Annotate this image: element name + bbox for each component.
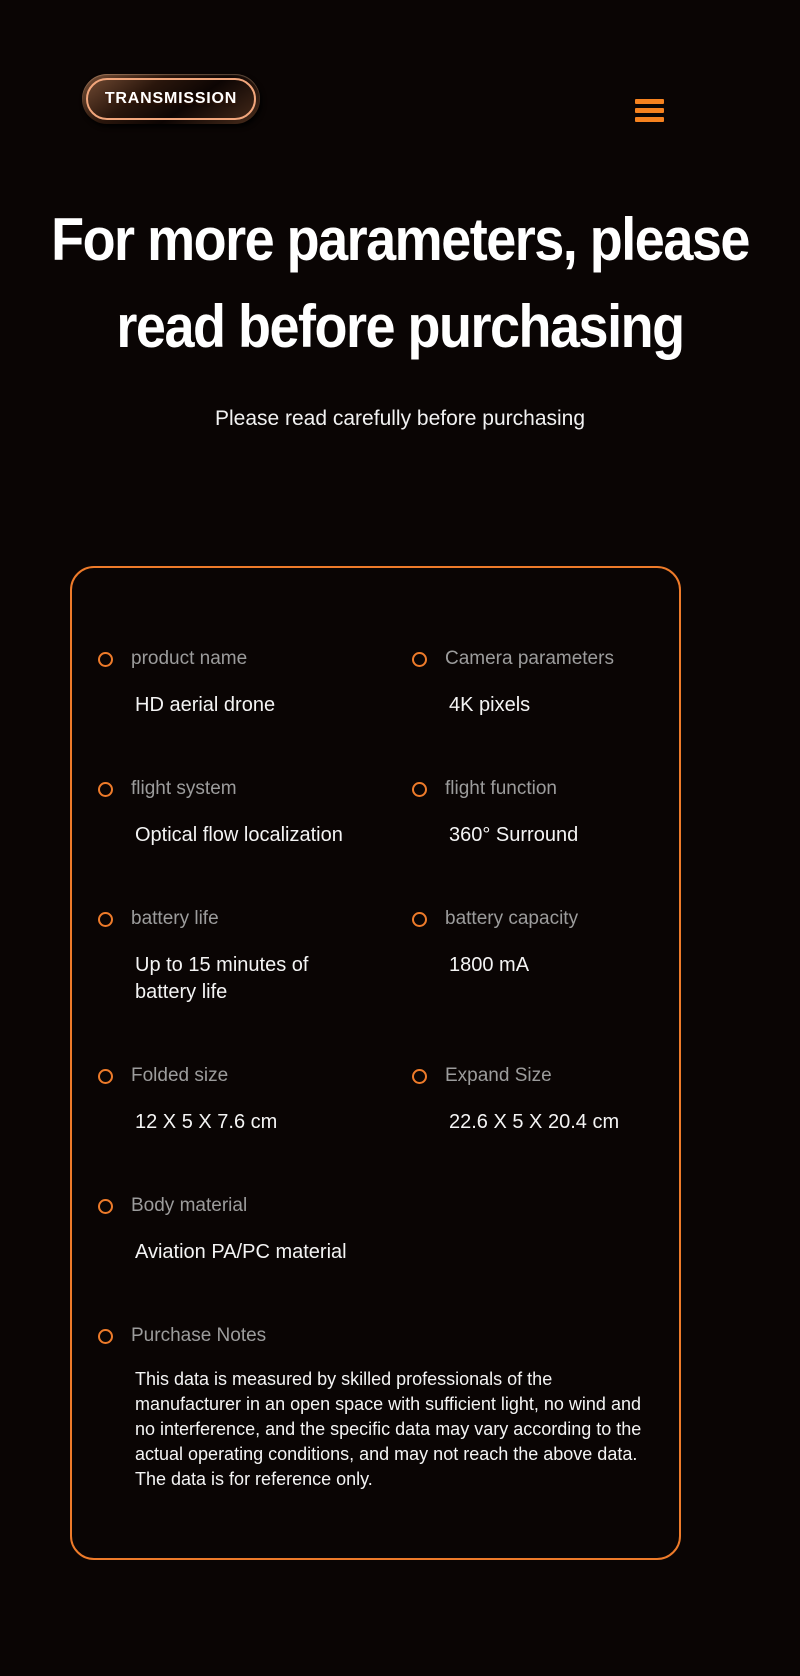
spec-head xyxy=(412,908,649,930)
spec-value: Up to 15 minutes of battery life xyxy=(135,954,309,1003)
transmission-badge-label: TRANSMISSION xyxy=(86,78,256,120)
spec-item-product-name xyxy=(98,648,412,719)
spec-label: Folded size xyxy=(131,1065,229,1086)
spec-value: Aviation PA/PC material xyxy=(135,1241,347,1263)
spec-value: Optical flow localization xyxy=(135,824,343,846)
spec-head xyxy=(98,908,412,930)
spec-item-folded-size xyxy=(98,1065,412,1136)
spec-item-battery-capacity xyxy=(412,908,649,1006)
hamburger-bar xyxy=(635,117,664,122)
hamburger-menu-icon[interactable] xyxy=(635,99,664,122)
spec-value: 22.6 X 5 X 20.4 cm xyxy=(449,1111,620,1133)
spec-head xyxy=(412,1065,649,1087)
hamburger-bar xyxy=(635,99,664,104)
spec-value: 1800 mA xyxy=(449,954,530,976)
page-title-line1: For more parameters, please xyxy=(51,206,749,274)
spec-head xyxy=(98,778,412,800)
spec-head xyxy=(98,1325,649,1347)
page-title xyxy=(0,196,800,371)
spec-label: Body material xyxy=(131,1195,248,1216)
spec-item-body-material xyxy=(98,1195,649,1266)
spec-value: HD aerial drone xyxy=(135,694,276,716)
spec-value: 4K pixels xyxy=(449,694,531,716)
circle-bullet-icon xyxy=(98,1329,113,1344)
spec-item-camera-parameters xyxy=(412,648,649,719)
circle-bullet-icon xyxy=(412,782,427,797)
spec-value: 360° Surround xyxy=(449,824,579,846)
circle-bullet-icon xyxy=(98,1199,113,1214)
spec-head xyxy=(98,1195,649,1217)
circle-bullet-icon xyxy=(98,1069,113,1084)
circle-bullet-icon xyxy=(98,912,113,927)
spec-item-purchase-notes xyxy=(98,1325,649,1492)
spec-item-expand-size xyxy=(412,1065,649,1136)
circle-bullet-icon xyxy=(412,652,427,667)
spec-head xyxy=(98,648,412,670)
transmission-badge xyxy=(82,74,260,124)
spec-head xyxy=(98,1065,412,1087)
spec-item-battery-life xyxy=(98,908,412,1006)
hamburger-bar xyxy=(635,108,664,113)
spec-head xyxy=(412,648,649,670)
spec-grid xyxy=(98,648,649,1492)
circle-bullet-icon xyxy=(412,912,427,927)
spec-item-flight-system xyxy=(98,778,412,849)
spec-item-flight-function xyxy=(412,778,649,849)
spec-label: Purchase Notes xyxy=(131,1325,267,1346)
spec-label: flight function xyxy=(445,778,557,799)
spec-label: Camera parameters xyxy=(445,648,614,669)
spec-panel xyxy=(70,566,681,1560)
circle-bullet-icon xyxy=(98,782,113,797)
circle-bullet-icon xyxy=(98,652,113,667)
spec-head xyxy=(412,778,649,800)
circle-bullet-icon xyxy=(412,1069,427,1084)
spec-value: 12 X 5 X 7.6 cm xyxy=(135,1111,278,1133)
purchase-notes-text: This data is measured by skilled professionals of the manufacturer in an open space with sufficient light, no wind and no interference, and the specific data may vary according to the actual operating conditions, and may not reach the above data. The data is for reference only. xyxy=(135,1369,642,1489)
spec-label: battery capacity xyxy=(445,908,579,929)
spec-label: Expand Size xyxy=(445,1065,552,1086)
page-subtitle: Please read carefully before purchasing xyxy=(214,407,586,430)
page-title-line2: read before purchasing xyxy=(116,293,684,361)
spec-label: battery life xyxy=(131,908,219,929)
spec-label: flight system xyxy=(131,778,237,799)
spec-label: product name xyxy=(131,648,248,669)
